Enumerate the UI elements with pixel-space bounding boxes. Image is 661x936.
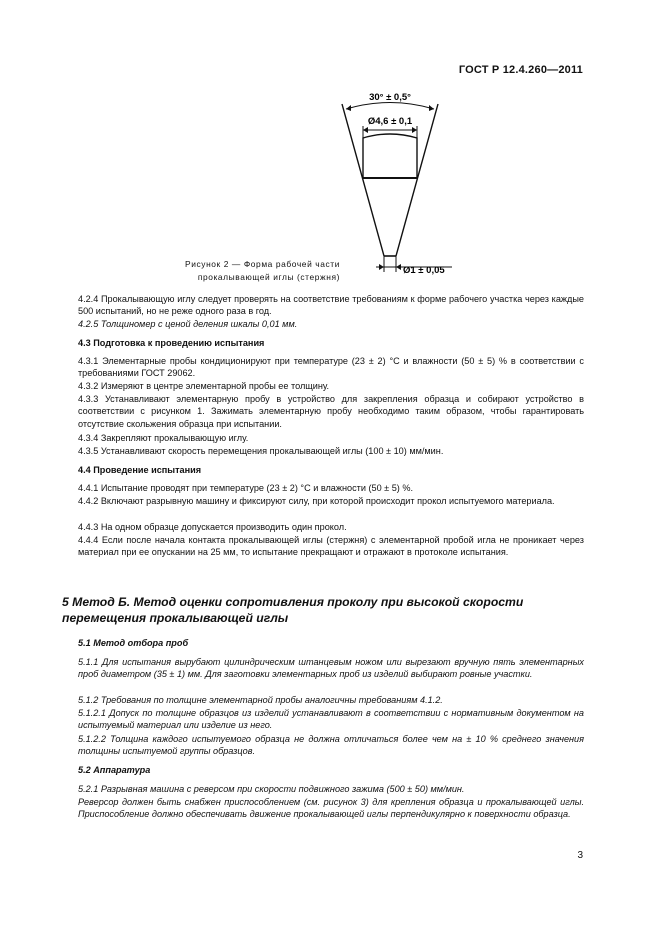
figure-caption-line2: прокалывающей иглы (стержня) <box>197 272 340 282</box>
para-5-1-2-1: 5.1.2.1 Допуск по толщине образцов из изделий устанавливают в соответствии с нормативным документом на испытуемый материал или изделие из него. <box>78 708 584 731</box>
para-5-1-2-2: 5.1.2.2 Толщина каждого испытуемого образца не должна отличаться более чем на ± 10 % среднего значения толщины испытуемой группы образцов. <box>78 734 584 757</box>
figure-caption <box>140 258 340 284</box>
heading-5-1: 5.1 Метод отбора проб <box>78 638 189 648</box>
para-4-4-2: 4.4.2 Включают разрывную машину и фиксируют силу, при которой происходит прокол испытуемого материала. <box>78 496 555 506</box>
page-number: 3 <box>577 850 583 861</box>
para-4-3-4: 4.3.4 Закрепляют прокалывающую иглу. <box>78 433 249 443</box>
para-5-1-2: 5.1.2 Требования по толщине элементарной пробы аналогичны требованиям 4.1.2. <box>78 695 443 705</box>
figure-caption-line1: Рисунок 2 — Форма рабочей части <box>185 259 340 269</box>
standard-header: ГОСТ Р 12.4.260—2011 <box>458 64 583 76</box>
para-4-2-5: 4.2.5 Толщиномер с ценой деления шкалы 0,01 мм. <box>78 319 298 329</box>
para-5-1-1: 5.1.1 Для испытания вырубают цилиндрическим штанцевым ножом или вырезают вручную пять элементарных проб диаметром (35 ± 1) мм. Для заготовки элементарных проб из изделий выбирают ровные участки. <box>78 657 584 680</box>
tip-label: Ø1 ± 0,05 <box>403 265 445 276</box>
heading-4-4: 4.4 Проведение испытания <box>78 465 202 475</box>
section-5-heading: 5 Метод Б. Метод оценки сопротивления проколу при высокой скорости перемещения прокалывающей иглы <box>62 595 524 625</box>
para-4-4-1: 4.4.1 Испытание проводят при температуре (23 ± 2) °С и влажности (50 ± 5) %. <box>78 483 414 493</box>
para-4-3-3: 4.3.3 Устанавливают элементарную пробу в устройство для закрепления образца и собирают устройство в соответствии с рисунком 1. Зажимать элементарную пробу необходимо таким образом, чтобы гарантировать отсутствие скольжения образца при испытании. <box>78 394 584 429</box>
para-4-4-4: 4.4.4 Если после начала контакта прокалывающей иглы (стержня) с элементарной пробой игла не проникает через материал при ее опускании на 25 мм, то испытание прекращают и отражают в протоколе испытания. <box>78 535 584 558</box>
para-4-3-1: 4.3.1 Элементарные пробы кондиционируют при температуре (23 ± 2) °С и влажности (50 ± 5) % в соответствии с требованиями ГОСТ 29062. <box>78 356 584 379</box>
para-4-4-3: 4.4.3 На одном образце допускается производить один прокол. <box>78 522 347 532</box>
heading-4-3: 4.3 Подготовка к проведению испытания <box>78 338 265 348</box>
para-5-2-1: 5.2.1 Разрывная машина с реверсом при скорости подвижного зажима (500 ± 50) мм/мин. <box>78 784 465 794</box>
heading-5-2: 5.2 Аппаратура <box>78 765 151 775</box>
para-5-2-1-cont: Реверсор должен быть снабжен приспособлением (см. рисунок 3) для крепления образца и прокалывающей иглы. Приспособление должно обеспечивать движение прокалывающей иглы перпендикулярно к поверхности образца. <box>78 797 584 820</box>
para-4-3-2: 4.3.2 Измеряют в центре элементарной пробы ее толщину. <box>78 381 330 391</box>
diameter-label: Ø4,6 ± 0,1 <box>367 116 413 127</box>
para-4-3-5: 4.3.5 Устанавливают скорость перемещения прокалывающей иглы (100 ± 10) мм/мин. <box>78 446 444 456</box>
angle-label: 30° ± 0,5° <box>369 92 411 103</box>
needle-drawing <box>320 86 460 286</box>
para-4-2-4: 4.2.4 Прокалывающую иглу следует проверять на соответствие требованиям к форме рабочего участка через каждые 500 испытаний, но не реже одного раза в год. <box>78 294 584 317</box>
